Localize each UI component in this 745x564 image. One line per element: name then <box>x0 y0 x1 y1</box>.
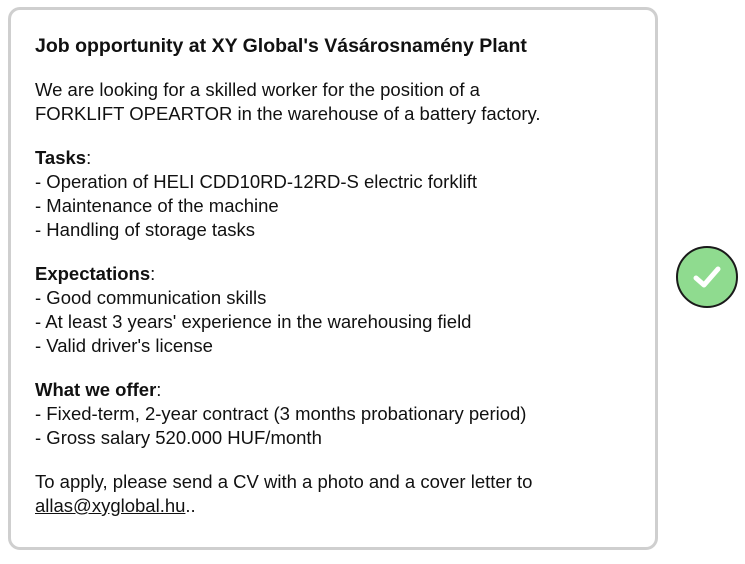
apply-email-line <box>35 494 639 518</box>
expectations-heading: Expectations: <box>35 263 156 284</box>
offer-heading: What we offer: <box>35 379 162 400</box>
list-item: - Good communication skills <box>35 287 267 308</box>
list-item: - Gross salary 520.000 HUF/month <box>35 427 322 448</box>
job-post-content <box>35 34 639 538</box>
job-post-title: Job opportunity at XY Global's Vásárosnamény Plant <box>35 35 527 57</box>
expectations-section <box>35 262 639 358</box>
tasks-heading: Tasks: <box>35 147 92 168</box>
email-suffix: .. <box>185 495 196 516</box>
intro-paragraph <box>35 78 639 126</box>
list-item: - At least 3 years' experience in the warehousing field <box>35 311 472 332</box>
intro-line: FORKLIFT OPEARTOR in the warehouse of a battery factory. <box>35 103 541 124</box>
list-item: - Operation of HELI CDD10RD-12RD-S electric forklift <box>35 171 478 192</box>
email-link[interactable]: allas@xyglobal.hu <box>35 495 186 516</box>
list-item: - Maintenance of the machine <box>35 195 279 216</box>
list-item: - Handling of storage tasks <box>35 219 256 240</box>
checkmark-icon <box>676 246 738 308</box>
apply-text: To apply, please send a CV with a photo and a cover letter to <box>35 471 533 492</box>
offer-section <box>35 378 639 450</box>
apply-section <box>35 470 639 518</box>
list-item: - Fixed-term, 2-year contract (3 months probationary period) <box>35 403 527 424</box>
list-item: - Valid driver's license <box>35 335 213 356</box>
job-post-card <box>8 7 658 550</box>
intro-line: We are looking for a skilled worker for the position of a <box>35 79 480 100</box>
checkmark-glyph <box>692 262 722 292</box>
tasks-section <box>35 146 639 242</box>
